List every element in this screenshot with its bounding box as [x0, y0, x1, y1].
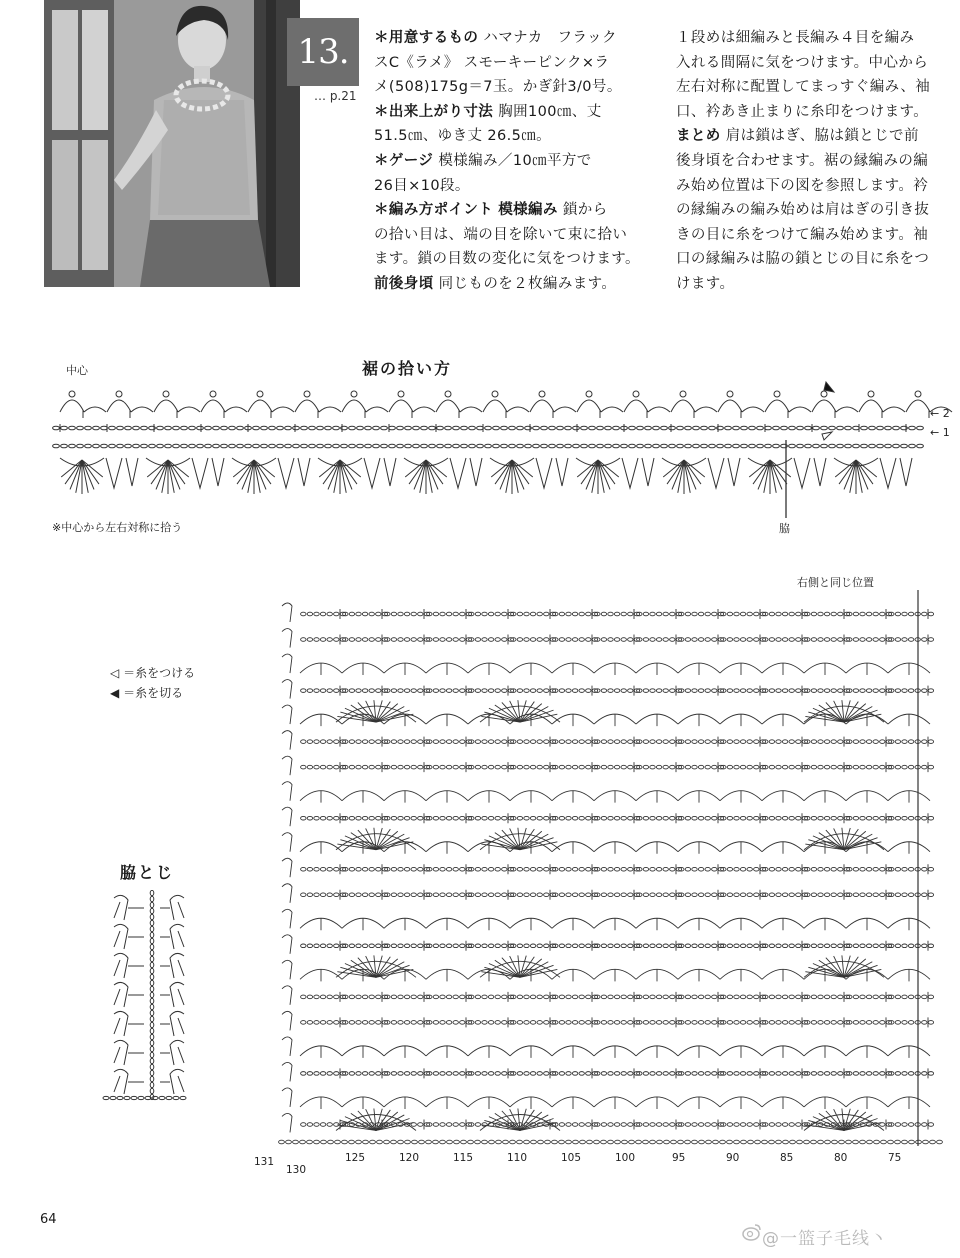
stitch-label-80: 80 [834, 1152, 848, 1164]
stitch-label-120: 120 [399, 1152, 420, 1164]
pattern-number-box [287, 18, 359, 86]
stitch-label-95: 95 [672, 1152, 686, 1164]
right-line-4: 口、衿あき止まりに糸印をつけます。 [676, 103, 929, 120]
row-1-marker: ← 1 [930, 426, 950, 439]
model-photo [44, 0, 300, 287]
stitch-label-125: 125 [345, 1152, 366, 1164]
legend-cut: ◀ ＝糸を切る [110, 686, 184, 700]
stitch-label-100: 100 [615, 1152, 636, 1164]
materials-text-2: スC《ラメ》 スモーキーピンク×ラ [374, 54, 610, 71]
stitch-label-105: 105 [561, 1152, 582, 1164]
right-line-10: 口の縁編みは脇の鎖とじの目に糸をつ [676, 251, 930, 268]
instructions-column-2 [676, 26, 954, 297]
watermark: @一篮子毛线丶 [762, 1229, 888, 1249]
attach-icon: ◁ [110, 666, 120, 680]
instructions-column-1 [374, 26, 656, 297]
right-line-6: 後身頃を合わせます。裾の縁編みの編 [676, 152, 929, 169]
stitch-pattern-chart [270, 590, 950, 1150]
weibo-icon [742, 1222, 762, 1242]
pattern-number: 13. [297, 32, 349, 72]
row-2-marker: ← 2 [930, 407, 950, 420]
point-text-1: 鎖から [562, 202, 608, 219]
stitch-label-110: 110 [507, 1152, 528, 1164]
side-seam-title: 脇とじ [120, 863, 175, 882]
right-line-2: 入れる間隔に気をつけます。中心から [676, 54, 929, 71]
right-line-1: １段めは細編みと長編み４目を編み [676, 30, 915, 46]
stitch-label-85: 85 [780, 1152, 794, 1164]
side-seam-chart [100, 890, 200, 1105]
page-number: 64 [40, 1212, 57, 1227]
legend-attach: ◁ ＝糸をつける [110, 666, 196, 680]
materials-heading: ＊用意するもの [374, 30, 479, 46]
right-line-3: 左右対称に配置してまっすぐ編み、袖 [676, 79, 931, 96]
finishing-heading: まとめ [676, 128, 721, 145]
stitch-label-130: 130 [286, 1164, 307, 1176]
hem-note: ※中心から左右対称に拾う [52, 521, 183, 534]
hem-chart-title: 裾の拾い方 [362, 359, 453, 378]
size-text-1: 胸囲100㎝、丈 [498, 103, 602, 120]
gauge-text-2: 26目×10段。 [374, 177, 470, 194]
stitch-label-90: 90 [726, 1152, 740, 1164]
right-line-11: けます。 [676, 275, 735, 292]
gauge-heading: ＊ゲージ [374, 152, 434, 169]
hem-pickup-chart [0, 370, 960, 520]
point-heading: ＊編み方ポイント [374, 202, 494, 219]
stitch-label-75: 75 [888, 1152, 902, 1164]
materials-text-1: ハマナカ フラック [483, 30, 617, 46]
right-line-8: の縁編みの編み始めは肩はぎの引き抜 [676, 202, 930, 219]
right-line-7: み始め位置は下の図を参照します。衿 [676, 177, 929, 194]
page-reference: … p.21 [314, 89, 357, 103]
right-line-5: 肩は鎖はぎ、脇は鎖とじで前 [725, 128, 919, 145]
cut-icon: ◀ [110, 686, 120, 700]
right-line-9: きの目に糸をつけて編み始めます。袖 [676, 226, 929, 243]
body-heading: 前後身頃 [374, 275, 434, 292]
body-text: 同じものを２枚編みます。 [438, 275, 617, 292]
center-label: 中心 [66, 364, 88, 377]
gauge-text-1: 模様編み／10㎝平方で [438, 152, 592, 169]
materials-text-3: メ(508)175g＝7玉。かぎ針3/0号。 [374, 79, 622, 96]
size-heading: ＊出来上がり寸法 [374, 103, 494, 120]
point-subheading: 模様編み [498, 202, 558, 219]
stitch-label-131: 131 [254, 1156, 275, 1168]
same-position-label: 右側と同じ位置 [797, 576, 874, 589]
size-text-2: 51.5㎝、ゆき丈 26.5㎝。 [374, 128, 552, 145]
point-text-3: ます。鎖の目数の変化に気をつけます。 [374, 251, 640, 268]
stitch-label-115: 115 [453, 1152, 474, 1164]
side-label: 脇 [779, 522, 790, 535]
point-text-2: の拾い目は、端の目を除いて束に拾い [374, 226, 628, 243]
